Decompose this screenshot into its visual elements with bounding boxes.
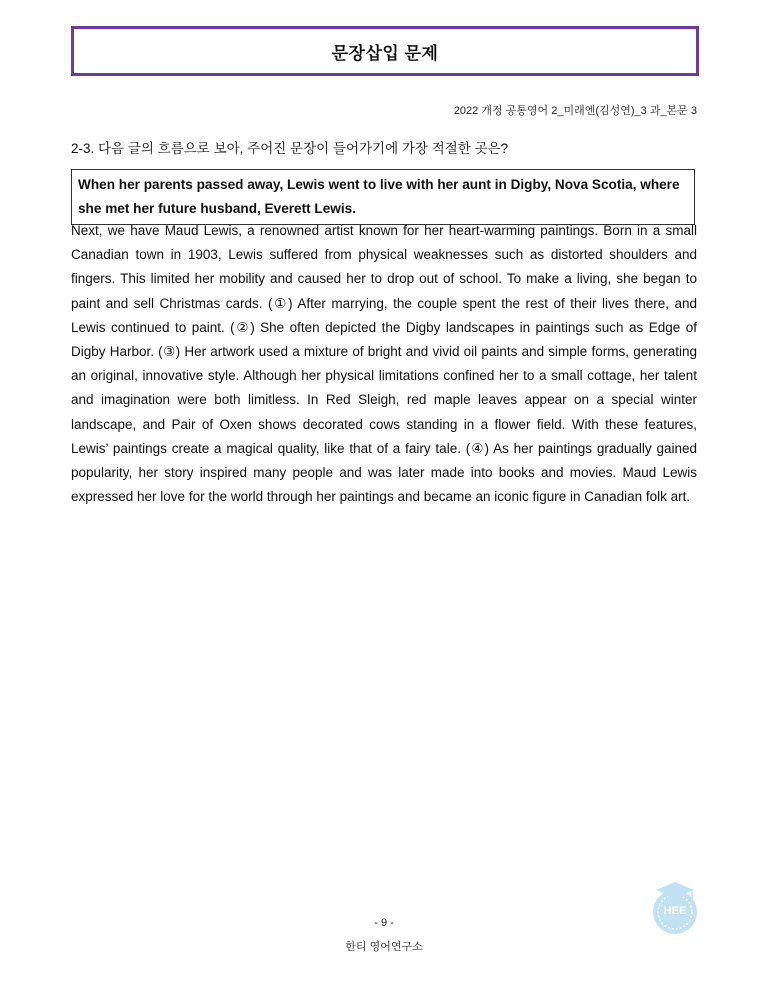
given-sentence-box: [71, 169, 695, 225]
given-sentence: When her parents passed away, Lewis went to live with her aunt in Digby, Nova Scotia, where she met her future husband, Everett Lewis.: [78, 177, 680, 216]
institute-name: 한티 영어연구소: [345, 941, 423, 953]
page-number: - 9 -: [374, 917, 394, 929]
page-title: 문장삽입 문제: [331, 43, 439, 63]
passage-text: Next, we have Maud Lewis, a renowned artist known for her heart-warming paintings. Born in a small Canadian town in 1903, Lewis suffered from physical weaknesses such as distorted shoulders and fingers. This limited her mobility and caused her to drop out of school. To make a living, she began to paint and sell Christmas cards. (①) After marrying, the couple spent the rest of their lives there, and Lewis continued to paint. (②) She often depicted the Digby landscapes in paintings such as Edge of Digby Harbor. (③) Her artwork used a mixture of bright and vivid oil paints and simple forms, generating an original, innovative style. Although her physical limitations confined her to a small cottage, her talent and imagination were both limitless. In Red Sleigh, red maple leaves appear on a special winter landscape, and Pair of Oxen shows decorated cows standing in a flower field. With these features, Lewis’ paintings create a magical quality, like that of a fairy tale. (④) As her paintings gradually gained popularity, her story inspired many people and was later made into books and movies. Maud Lewis expressed her love for the world through her paintings and became an iconic figure in Canadian folk art.: [71, 223, 697, 505]
question-text: 2-3. 다음 글의 흐름으로 보아, 주어진 문장이 들어가기에 가장 적절한 곳은?: [71, 141, 509, 156]
source-line: 2022 개정 공통영어 2_미래엔(김성연)_3 과_본문 3: [453, 105, 697, 117]
title-box: [71, 26, 699, 76]
logo-text: HEE: [663, 905, 687, 917]
